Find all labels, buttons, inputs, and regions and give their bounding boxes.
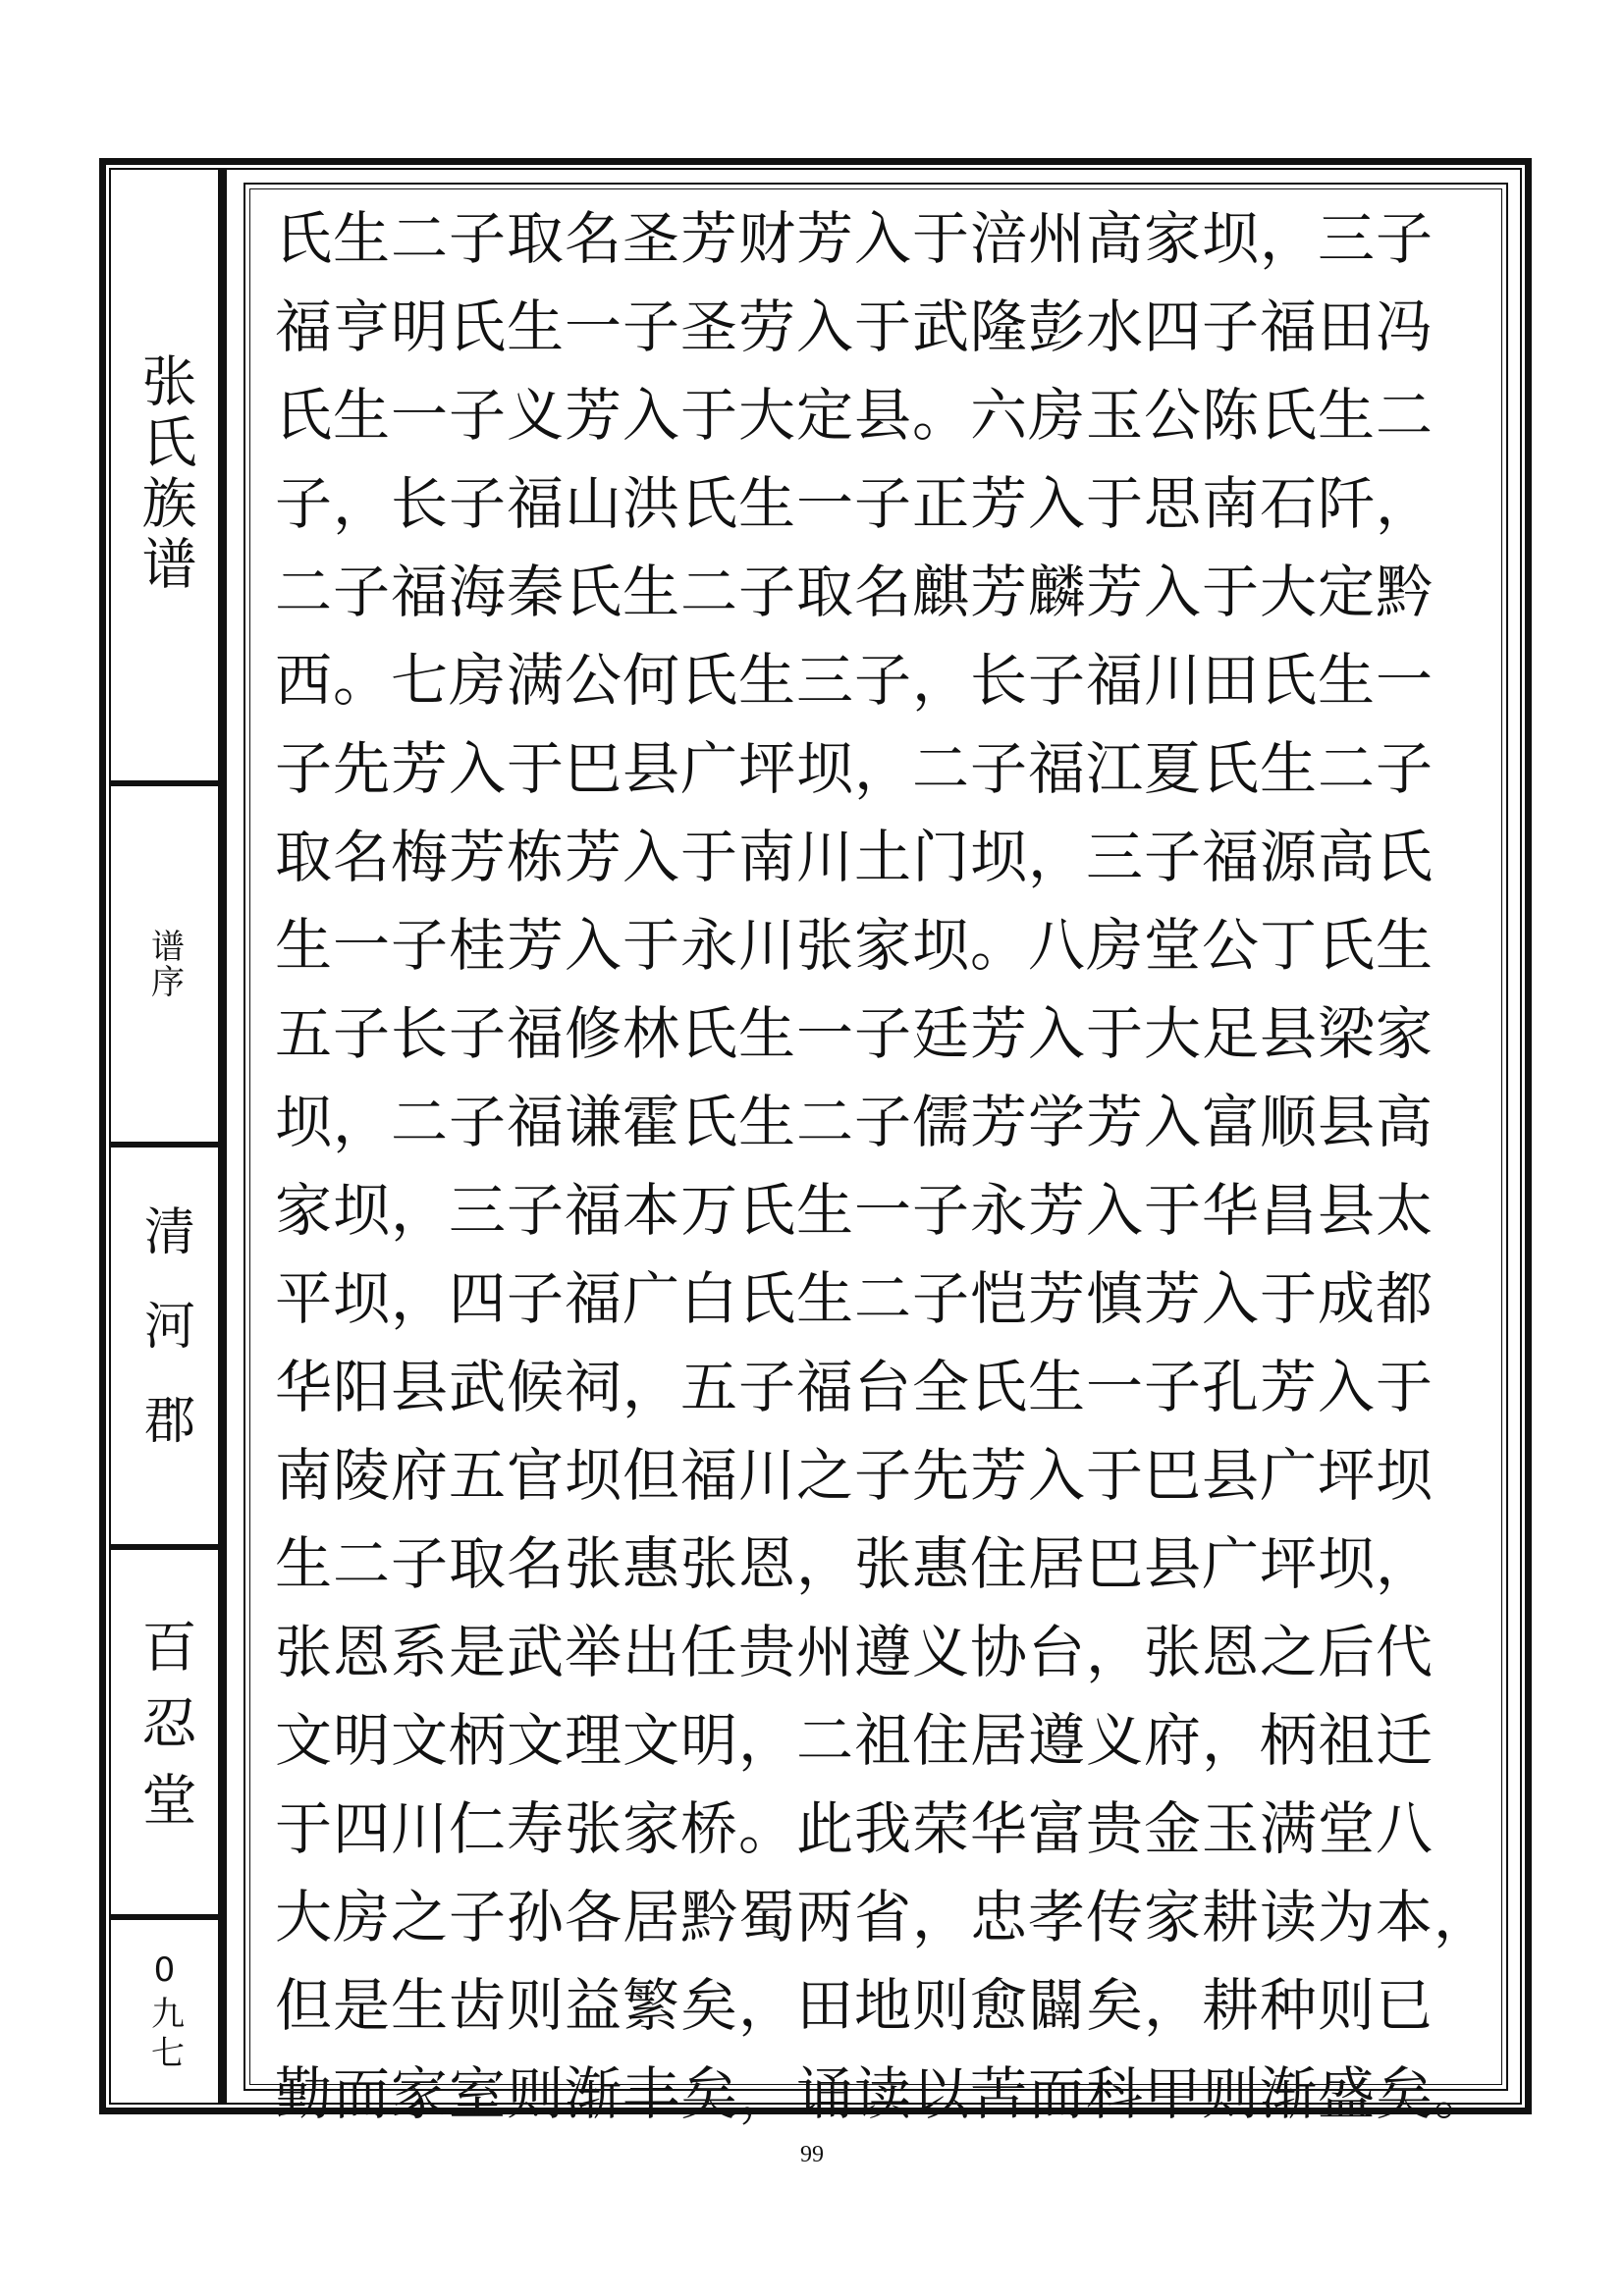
text-line: 氏生一子义芳入于大定县。六房玉公陈氏生二 bbox=[275, 382, 1435, 449]
text-line: 家坝，三子福本万氏生一子永芳入于华昌县太 bbox=[275, 1177, 1435, 1244]
text-line: 二子福海秦氏生二子取名麒芳麟芳入于大定黔 bbox=[275, 559, 1435, 625]
text-line: 取名梅芳栋芳入于南川土门坝，三子福源高氏 bbox=[275, 824, 1435, 890]
prefecture-label: 清河郡 bbox=[135, 1204, 194, 1487]
text-line: 氏生二子取名圣芳财芳入于涪州高家坝，三子 bbox=[275, 205, 1435, 272]
text-line: 于四川仁寿张家桥。此我荣华富贵金玉满堂八 bbox=[275, 1795, 1435, 1862]
hall-name-label: 百忍堂 bbox=[133, 1617, 197, 1847]
section-label: 谱序 bbox=[144, 929, 185, 999]
text-line: 文明文柄文理文明，二祖住居遵义府，柄祖迁 bbox=[275, 1707, 1435, 1774]
text-line: 生一子桂芳入于永川张家坝。八房堂公丁氏生 bbox=[275, 912, 1435, 979]
sidebar-page-label: 0九七 bbox=[144, 1950, 185, 2074]
text-line: 生二子取名张惠张恩，张惠住居巴县广坪坝， bbox=[275, 1530, 1435, 1597]
text-line: 子，长子福山洪氏生一子正芳入于思南石阡， bbox=[275, 470, 1435, 537]
text-line: 五子长子福修林氏生一子廷芳入于大足县梁家 bbox=[275, 1000, 1435, 1067]
sidebar-cell-prefecture bbox=[109, 1148, 220, 1544]
body-text bbox=[275, 194, 1492, 2138]
text-line: 平坝，四子福广白氏生二子恺芳慎芳入于成都 bbox=[275, 1265, 1435, 1332]
text-line: 华阳县武候祠，五子福台全氏生一子孔芳入于 bbox=[275, 1354, 1435, 1420]
sidebar-cell-section bbox=[109, 786, 220, 1142]
text-line: 福亨明氏生一子圣劳入于武隆彭水四子福田冯 bbox=[275, 294, 1435, 360]
genealogy-title: 张氏族谱 bbox=[133, 352, 197, 596]
text-line: 坝，二子福谦霍氏生二子儒芳学芳入富顺县高 bbox=[275, 1089, 1435, 1155]
footer-page-number: 99 bbox=[800, 2142, 824, 2167]
text-line: 但是生齿则益繁矣，田地则愈闢矣，耕种则已 bbox=[275, 1972, 1435, 2039]
text-line: 子先芳入于巴县广坪坝，二子福江夏氏生二子 bbox=[275, 735, 1435, 802]
text-line: 南陵府五官坝但福川之子先芳入于巴县广坪坝 bbox=[275, 1442, 1435, 1509]
text-line: 张恩系是武举出任贵州遵义协台，张恩之后代 bbox=[275, 1619, 1435, 1685]
sidebar-cell-page bbox=[109, 1920, 220, 2105]
sidebar-divider bbox=[220, 168, 227, 2105]
text-line: 西。七房满公何氏生三子，长子福川田氏生一 bbox=[275, 647, 1435, 714]
text-line: 大房之子孙各居黔蜀两省，忠孝传家耕读为本， bbox=[275, 1884, 1492, 1950]
text-line: 勤而家室则渐丰矣，诵读以苦而科甲则渐盛矣。 bbox=[275, 2060, 1492, 2127]
sidebar-cell-hall bbox=[109, 1550, 220, 1914]
sidebar-cell-title bbox=[109, 168, 220, 780]
